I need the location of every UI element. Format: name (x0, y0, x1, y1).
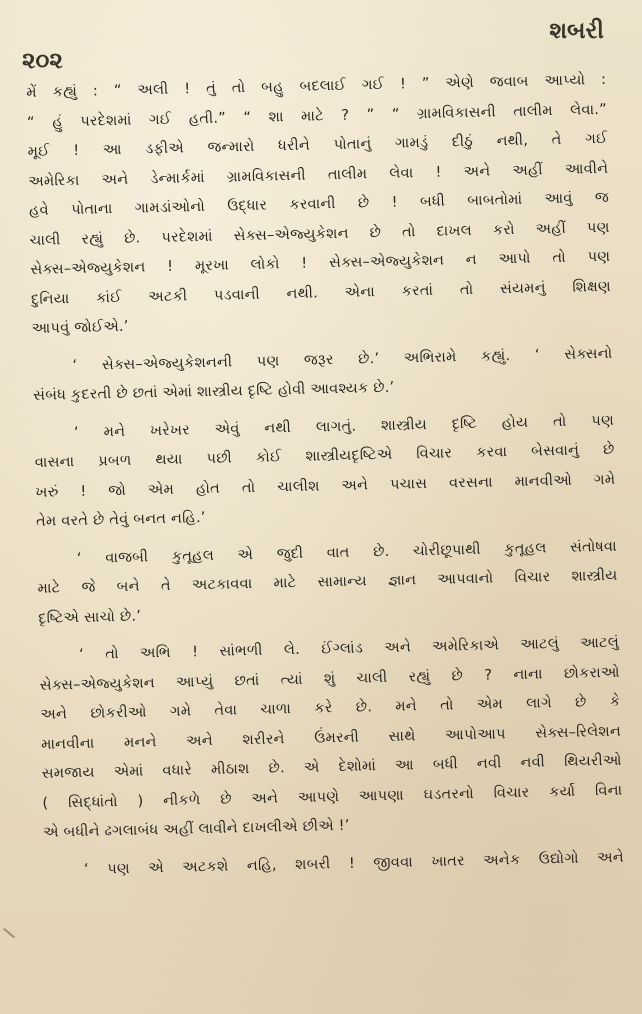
text-line: ‘ સેક્સ–એજ્યુકેશનની પણ જરૂર છે.’ અભિરામે કહ્યું. ‘ સેક્સનો (72, 344, 613, 374)
text-line: દૃષ્ટિએ સાચો છે.’ (38, 607, 142, 627)
text-line: માટે જે બને તે અટકાવવા માટે સામાન્ય જ્ઞાન આપવાનો વિચાર શાસ્ત્રીય (37, 566, 618, 597)
text-line: ખરું ! જો એમ હોત તો ચાલીશ અને પચાસ વરસના માનવીઓ ગમે (35, 470, 616, 501)
text-line: તેમ વરતે છે તેવું બનત નહિ.’ (35, 509, 206, 530)
text-line: “ હું પરદેશમાં ગઈ હતી.” “ શા માટે ? ” “ ગ્રામવિકાસની તાલીમ લેવા.” (26, 100, 608, 131)
text-line: અને છોકરીઓ ગમે તેવા ચાળા કરે છે. મને તો એમ લાગે છે કે (40, 692, 621, 723)
text-line: સેક્સ–એજ્યુકેશન આપ્યું છતાં ત્યાં શું ચાલી રહ્યું છે ? નાના છોકરાઓ (39, 663, 620, 694)
text-line: સંબંધ કુદરતી છે છતાં એમાં શાસ્ત્રીય દૃષ્ટિ હોવી આવશ્યક છે.’ (33, 378, 395, 404)
text-line: માનવીના મનને અને શરીરને ઉંમરની સાથે આપોઆપ સેક્સ–રિલેશન (40, 722, 622, 753)
text-line: એ બધીને ઢગલાબંધ અહીં લાવીને દાખલીએ છીએ !’ (42, 816, 350, 841)
text-line: આપવું જોઈએ.’ (31, 317, 129, 337)
text-line: સમજાય એમાં વધારે મીઠાશ છે. એ દેશોમાં આ બધી નવી નવી થિયરીઓ (41, 751, 622, 782)
text-line: વાસના પ્રબળ થયા પછી કોઈ શાસ્ત્રીયદૃષ્ટિએ વિચાર કરવા બેસવાનું છે (34, 440, 615, 471)
margin-mark (3, 928, 15, 939)
running-title: શબરી (549, 18, 604, 44)
text-line: મેં કહ્યું : “ અલી ! તું તો બહુ બદલાઈ ગઈ ! ” એણે જવાબ આપ્યો : (26, 70, 607, 101)
text-line: ( સિદ્ધાંતો ) નીકળે છે અને આપણે આપણા ઘડતરનો વિચાર કર્યા વિના (42, 781, 623, 812)
text-line: મૂઈ ! આ ડફીએ જન્મારો ધરીને પોતાનું ગામડું દીઠું નથી, તે ગઈ (27, 129, 608, 160)
text-body (26, 65, 624, 885)
page-number: ૨૦૨ (22, 48, 63, 74)
text-line: ‘ મને ખરેખર એવું નથી લાગતું. શાસ્ત્રીય દૃષ્ટિ હોય તો પણ (73, 411, 615, 441)
text-line: અમેરિકા અને ડેન્માર્કમાં ગ્રામવિકાસની તાલીમ લેવા ! અને અહીં આવીને (28, 159, 609, 190)
text-line: ‘ તો અભિ ! સાંભળી લે. ઈંગ્લાંડ અને અમેરિકાએ આટલું આટલું (78, 633, 620, 663)
text-line: ચાલી રહ્યું છે. પરદેશમાં સેક્સ–એજ્યુકેશન છે તો દાખલ કરો અહીં પણ (29, 218, 610, 249)
text-line: હવે પોતાના ગામડાંઓનો ઉદ્ધાર કરવાની છે ! બધી બાબતોમાં આવું જ (28, 188, 610, 219)
text-line: સેક્સ–એજ્યુકેશન ! મૂરખા લોકો ! સેક્સ–એજ્યુકેશન ન આપો તો પણ (30, 247, 611, 278)
text-line: દુનિયા કાંઈ અટકી પડવાની નથી. એના કરતાં તો સંયમનું શિક્ષણ (30, 277, 612, 308)
text-line: ‘ પણ એ અટકશે નહિ, શબરી ! જીવવા ખાતર અનેક ઉદ્યોગો અને (83, 848, 625, 878)
text-line: ‘ વાજબી કુતૂહલ એ જુદી વાત છે. ચોરીછૂપાથી કુતૂહલ સંતોષવા (76, 537, 617, 567)
